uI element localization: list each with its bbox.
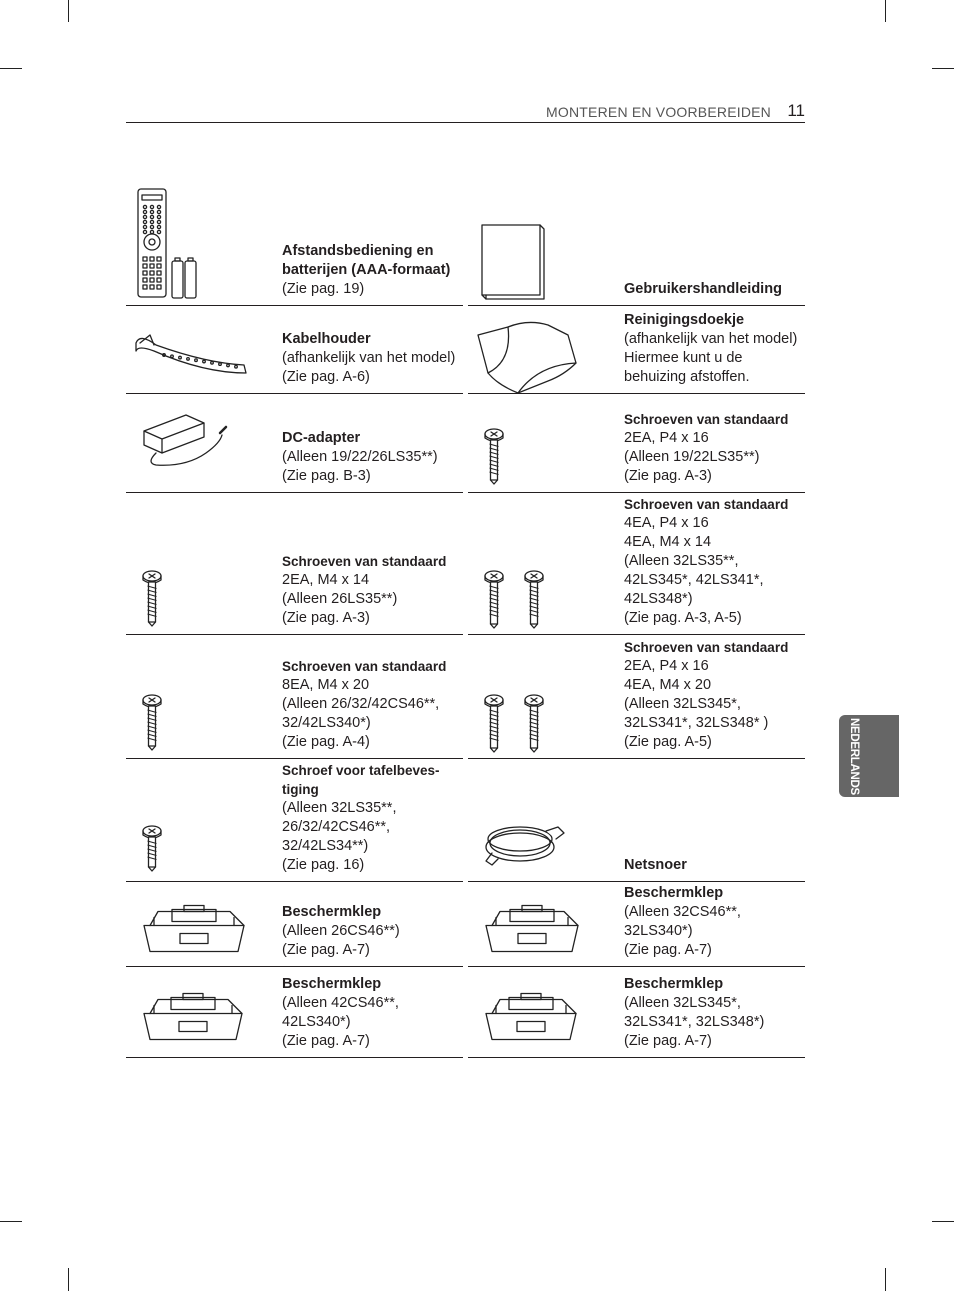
- accessory-detail-line: 2EA, P4 x 16: [624, 430, 709, 446]
- accessory-title: Beschermklep: [282, 904, 382, 920]
- accessory-detail-line: (afhankelijk van het model): [624, 331, 798, 347]
- accessory-detail-line: (Alleen 32CS46**,: [624, 904, 741, 920]
- protective-cover-icon: [126, 966, 276, 1057]
- accessory-item: [468, 881, 805, 967]
- crop-mark: [932, 1221, 954, 1222]
- accessory-detail-line: (Zie pag. 19): [282, 281, 365, 297]
- accessory-detail-line: 42LS348*): [624, 591, 693, 607]
- accessory-detail-line: (Alleen 26LS35**): [282, 591, 398, 607]
- crop-mark: [0, 68, 22, 69]
- accessory-detail-line: 32/42LS34**): [282, 838, 369, 854]
- accessory-item: [468, 185, 805, 306]
- accessory-item: [468, 305, 805, 394]
- accessory-item: [126, 634, 463, 759]
- accessory-detail-line: (Alleen 32LS345*,: [624, 696, 741, 712]
- accessory-description: [624, 410, 805, 486]
- accessory-detail-line: 32LS341*, 32LS348* ): [624, 715, 769, 731]
- protective-cover-icon: [126, 881, 276, 966]
- accessory-item: [126, 185, 463, 306]
- language-tab-label: NEDERLANDS: [848, 718, 860, 795]
- accessory-description: [624, 975, 805, 1051]
- accessory-title: Beschermklep: [624, 976, 724, 992]
- screw-icon: [126, 634, 276, 758]
- two-screws-icon: [468, 492, 618, 634]
- accessory-detail-line: (Alleen 32LS345*,: [624, 995, 741, 1011]
- accessory-title: Schroeven van standaard: [624, 497, 789, 512]
- accessory-detail-line: 8EA, M4 x 20: [282, 677, 370, 693]
- accessory-detail-line: (Zie pag. A-7): [624, 1033, 712, 1049]
- accessory-item: [468, 492, 805, 635]
- accessory-detail-line: (Alleen 42CS46**,: [282, 995, 399, 1011]
- accessory-description: [624, 495, 805, 628]
- two-screws-icon: [468, 634, 618, 758]
- accessory-item: [126, 881, 463, 967]
- protective-cover-icon: [468, 966, 618, 1057]
- accessory-detail-line: (Zie pag. A-6): [282, 369, 370, 385]
- accessory-description: [624, 856, 805, 875]
- accessory-item: [468, 966, 805, 1058]
- remote-batteries-icon: [126, 185, 276, 305]
- accessory-detail-line: 4EA, M4 x 14: [624, 534, 712, 550]
- accessory-title: DC-adapter: [282, 430, 361, 446]
- page-header: [126, 96, 805, 123]
- table-screw-icon: [126, 758, 276, 881]
- accessory-detail-line: Hiermee kunt u de: [624, 350, 743, 366]
- accessory-detail-line: (Zie pag. A-7): [282, 1033, 370, 1049]
- accessory-detail-line: (Zie pag. A-3): [624, 468, 712, 484]
- accessory-item: [126, 492, 463, 635]
- accessory-detail-line: (Zie pag. A-7): [624, 942, 712, 958]
- power-cord-icon: [468, 758, 618, 881]
- accessory-title: Schroeven van standaard: [282, 659, 447, 674]
- accessory-detail-line: 32LS341*, 32LS348*): [624, 1014, 765, 1030]
- accessory-detail-line: 4EA, P4 x 16: [624, 515, 709, 531]
- accessory-detail-line: 32LS340*): [624, 923, 693, 939]
- accessory-description: [624, 884, 805, 960]
- accessory-detail-line: 2EA, P4 x 16: [624, 658, 709, 674]
- page-number: 11: [787, 101, 805, 120]
- accessory-title: Netsnoer: [624, 857, 687, 873]
- accessory-detail-line: (Alleen 26/32/42CS46**,: [282, 696, 440, 712]
- accessory-title: Gebruikershandleiding: [624, 281, 782, 297]
- crop-mark: [68, 0, 69, 22]
- accessory-detail-line: (afhankelijk van het model): [282, 350, 456, 366]
- accessory-detail-line: (Zie pag. B-3): [282, 468, 371, 484]
- screw-icon: [126, 492, 276, 634]
- accessory-title: Schroef voor tafelbeves- tiging: [282, 763, 440, 797]
- accessory-detail-line: (Alleen 26CS46**): [282, 923, 400, 939]
- accessory-description: [624, 280, 805, 299]
- accessory-detail-line: 42LS340*): [282, 1014, 351, 1030]
- accessory-detail-line: (Zie pag. A-5): [624, 734, 712, 750]
- protective-cover-icon: [468, 881, 618, 966]
- accessory-description: [282, 242, 463, 299]
- language-tab: [839, 715, 899, 797]
- accessory-title: Reinigingsdoekje: [624, 312, 745, 328]
- accessory-description: [282, 761, 463, 875]
- accessory-title: Schroeven van standaard: [282, 554, 447, 569]
- accessory-detail-line: 2EA, M4 x 14: [282, 572, 370, 588]
- accessory-detail-line: (Alleen 32LS35**,: [624, 553, 739, 569]
- crop-mark: [885, 0, 886, 22]
- accessory-title: Schroeven van standaard: [624, 412, 789, 427]
- accessory-title: Beschermklep: [624, 885, 724, 901]
- accessory-detail-line: (Zie pag. A-3): [282, 610, 370, 626]
- crop-mark: [932, 68, 954, 69]
- accessory-item: [468, 634, 805, 759]
- cleaning-cloth-icon: [468, 305, 618, 393]
- cable-holder-icon: [126, 305, 276, 393]
- dc-adapter-icon: [126, 393, 276, 492]
- accessory-item: [126, 393, 463, 493]
- accessory-description: [282, 903, 463, 960]
- crop-mark: [68, 1268, 69, 1291]
- accessory-title: Beschermklep: [282, 976, 382, 992]
- section-title: MONTEREN EN VOORBEREIDEN: [546, 104, 771, 120]
- accessory-title: Kabelhouder: [282, 331, 371, 347]
- accessory-description: [282, 330, 463, 387]
- accessory-item: [126, 305, 463, 394]
- accessory-item: [468, 393, 805, 493]
- accessory-item: [468, 758, 805, 882]
- crop-mark: [885, 1268, 886, 1291]
- accessory-description: [282, 552, 463, 628]
- screw-icon: [468, 393, 618, 492]
- accessory-detail-line: (Zie pag. A-4): [282, 734, 370, 750]
- accessory-description: [624, 311, 805, 387]
- accessory-detail-line: (Zie pag. 16): [282, 857, 365, 873]
- accessory-title: Afstandsbediening en batterijen (AAA-formaat): [282, 243, 451, 278]
- accessory-description: [624, 638, 805, 752]
- accessory-title: Schroeven van standaard: [624, 640, 789, 655]
- accessory-description: [282, 429, 463, 486]
- accessory-detail-line: (Alleen 19/22LS35**): [624, 449, 760, 465]
- accessory-item: [126, 758, 463, 882]
- accessory-detail-line: behuizing afstoffen.: [624, 369, 750, 385]
- accessory-description: [282, 657, 463, 752]
- accessory-description: [282, 975, 463, 1051]
- accessory-detail-line: 42LS345*, 42LS341*,: [624, 572, 764, 588]
- accessory-detail-line: (Alleen 19/22/26LS35**): [282, 449, 438, 465]
- accessory-detail-line: 4EA, M4 x 20: [624, 677, 712, 693]
- manual-icon: [468, 185, 618, 305]
- accessory-item: [126, 966, 463, 1058]
- accessory-detail-line: 32/42LS340*): [282, 715, 371, 731]
- accessory-detail-line: (Zie pag. A-7): [282, 942, 370, 958]
- crop-mark: [0, 1221, 22, 1222]
- accessory-detail-line: (Zie pag. A-3, A-5): [624, 610, 742, 626]
- accessory-detail-line: 26/32/42CS46**,: [282, 819, 391, 835]
- accessory-detail-line: (Alleen 32LS35**,: [282, 800, 397, 816]
